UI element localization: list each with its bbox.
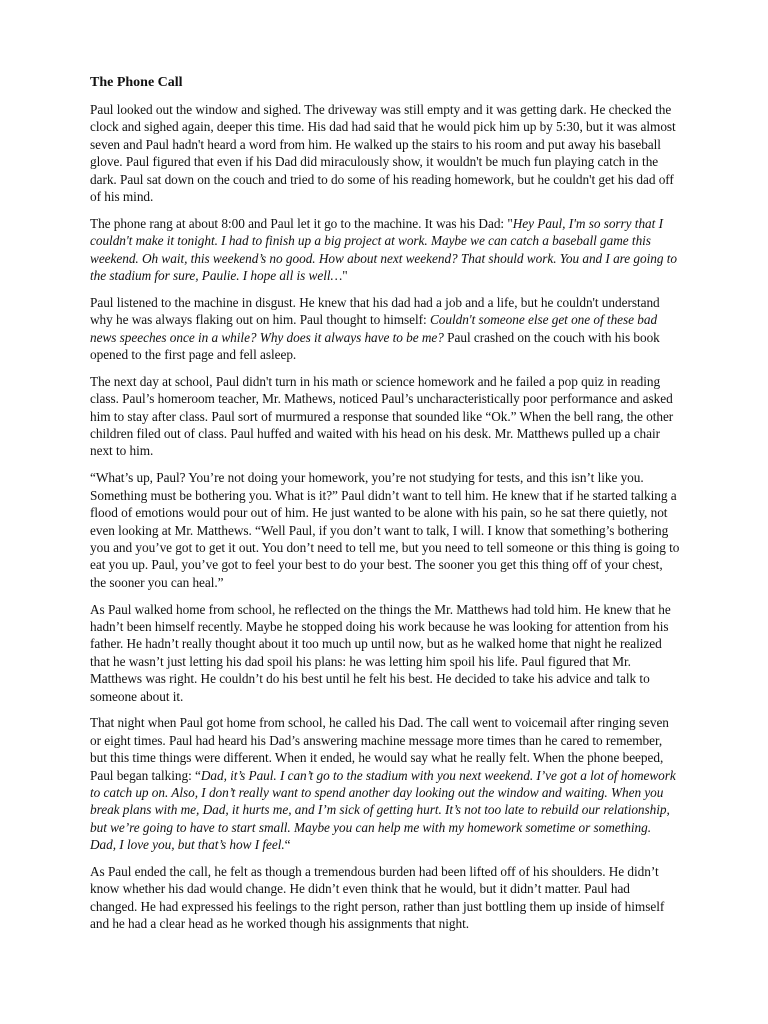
- voicemail-message-italic: Dad, it’s Paul. I can’t go to the stadium with you next weekend. I’ve got a lot of homework to catch up on. Also, I don’t really want to spend another day looking out the window and waiting. When you break plans with me, Dad, it hurts me, and I’m sick of getting hurt. It’s not too late to rebuild our relationship, but we’re going to have to start small. Maybe you can help me with my homework sometime or something. Dad, I love you, but that’s how I feel.: [90, 767, 676, 853]
- paragraph-text: Paul listened to the machine in disgust. He knew that his dad had a job and a life, but he couldn't understand why he was always flaking out on him. Paul thought to himself:: [90, 294, 660, 328]
- paragraph-text: “: [284, 837, 291, 853]
- paragraph-5: [90, 469, 680, 591]
- paragraph-4: [90, 373, 680, 460]
- paragraph-text: As Paul ended the call, he felt as though a tremendous burden had been lifted off of his shoulders. He didn’t know whether his dad would change. He didn’t even think that he would, but it didn’t matter. Paul had changed. He had expressed his feelings to the right person, rather than just bottling them up inside of himself and he had a clear head as he worked though his assignments that night.: [90, 863, 665, 932]
- paragraph-text: As Paul walked home from school, he reflected on the things the Mr. Matthews had told him. He knew that he hadn’t been himself recently. Maybe he stopped doing his work because he was looking for attention from his father. He hadn’t really thought about it too much up until now, but as he walked home that night he realized that he wasn’t just letting his dad spoil his plans: he was letting him spoil his life. Paul figured that Mr. Matthews was right. He couldn’t do his best until he felt his best. He decided to take his advice and talk to someone about it.: [90, 601, 671, 704]
- paragraph-text: Paul looked out the window and sighed. The driveway was still empty and it was getting dark. He checked the clock and sighed again, deeper this time. His dad had said that he would pick him up by 5:30, but it was almost seven and Paul hadn't heard a word from him. He walked up the stairs to his room and put away his baseball glove. Paul figured that even if his Dad did miraculously show, it wouldn't be much fun playing catch in the dark. Paul sat down on the couch and tried to do some of his reading homework, but he couldn't get his dad off of his mind.: [90, 102, 676, 205]
- paragraph-1: [90, 101, 680, 205]
- paragraph-3: [90, 294, 680, 364]
- inner-thought-italic: Couldn't someone else get one of these bad news speeches once in a while? Why does it always have to be me?: [90, 312, 658, 345]
- paragraph-text: ": [342, 268, 348, 284]
- document-page: [90, 74, 680, 942]
- paragraph-text: The next day at school, Paul didn't turn in his math or science homework and he failed a pop quiz in reading class. Paul’s homeroom teacher, Mr. Mathews, noticed Paul’s uncharacteristically poor performance and asked him to stay after class. Paul sort of murmured a response that sounded like “Ok.” When the bell rang, the other children filed out of class. Paul huffed and waited with his head on his desk. Mr. Matthews pulled up a chair next to him.: [90, 373, 674, 459]
- paragraph-6: [90, 601, 680, 705]
- paragraph-text: That night when Paul got home from school, he called his Dad. The call went to voicemail after ringing seven or eight times. Paul had heard his Dad’s answering machine message more times than he cared to remember, but this time things were different. When it ended, he would say what he really felt. When the phone beeped, Paul began talking: “: [90, 715, 669, 783]
- paragraph-text: Paul crashed on the couch with his book opened to the first page and fell asleep.: [90, 329, 660, 363]
- document-title: The Phone Call: [90, 75, 183, 90]
- paragraph-8: [90, 863, 680, 933]
- paragraph-2: [90, 215, 680, 285]
- paragraph-text: “What’s up, Paul? You’re not doing your homework, you’re not studying for tests, and this isn’t like you. Something must be bothering you. What is it?” Paul didn’t want to tell him. He knew that if he started talking a flood of emotions would pour out of him. He just wanted to be alone with his pain, so he sat there quietly, not even looking at Mr. Matthews. “Well Paul, if you don’t want to talk, I will. I know that something’s bothering you and you’ve got to get it out. You don’t need to tell me, but you need to tell someone or this thing is going to eat you up. Paul, you’ve got to feel your best to do your best. The sooner you get this thing off of your chest, the sooner you can heal.”: [90, 470, 680, 590]
- paragraph-7: [90, 714, 680, 853]
- paragraph-text: The phone rang at about 8:00 and Paul let it go to the machine. It was his Dad: ": [90, 215, 513, 231]
- voicemail-quote-italic: Hey Paul, I'm so sorry that I couldn't make it tonight. I had to finish up a big project at work. Maybe we can catch a baseball game this weekend. Oh wait, this weekend’s no good. How about next weekend? That should work. You and I are going to the stadium for sure, Paulie. I hope all is well…: [90, 215, 677, 284]
